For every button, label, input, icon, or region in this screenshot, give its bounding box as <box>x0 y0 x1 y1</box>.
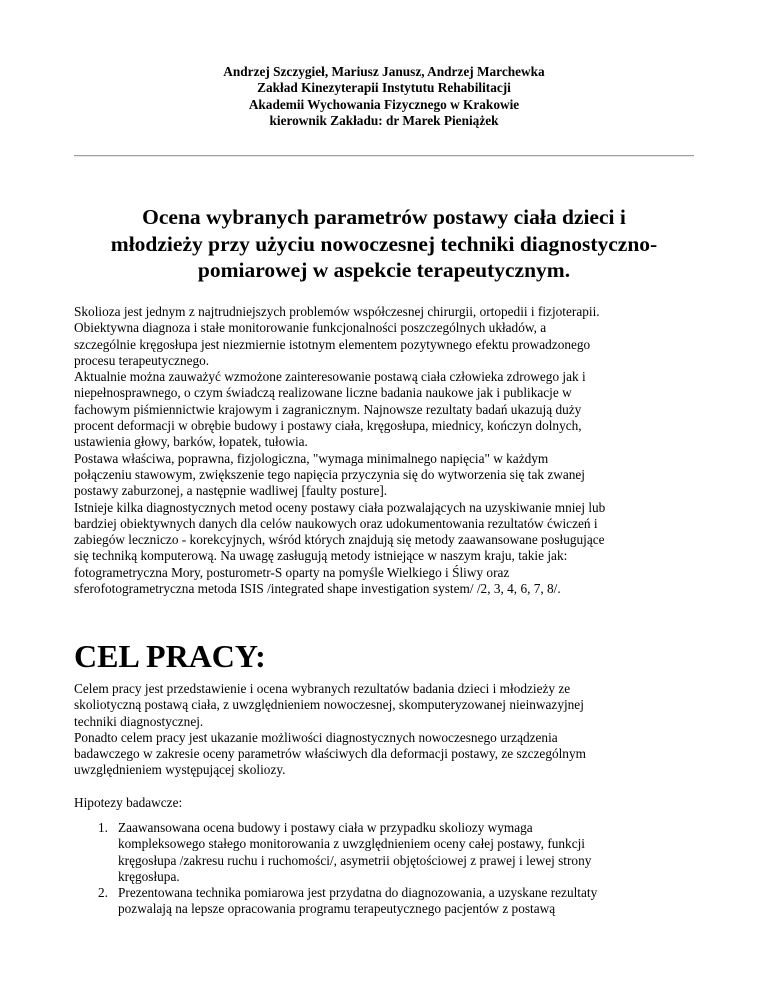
text-line: Obiektywna diagnoza i stałe monitorowanie funkcjonalności poszczególnych układów, a <box>74 320 547 336</box>
text-line: badawczego w zakresie oceny parametrów właściwych dla deformacji postawy, ze szczególnym <box>74 746 586 762</box>
head-of-department-line: kierownik Zakładu: dr Marek Pieniążek <box>269 112 499 128</box>
text-line: skoliotyczną postawą ciała, z uwzględnieniem nowoczesnej, skomputeryzowanej nieinwazyjnej <box>74 697 584 713</box>
paper-title <box>74 204 694 284</box>
title-line: młodzieży przy użyciu nowoczesnej techniki diagnostyczno- <box>110 231 658 256</box>
text-line: procesu terapeutycznego. <box>74 352 210 368</box>
academy-line: Akademii Wychowania Fizycznego w Krakowie <box>248 96 520 112</box>
text-line: się techniką komputerową. Na uwagę zasługują metody istniejące w naszym kraju, takie jak: <box>74 548 568 564</box>
list-item-number: 1. <box>98 820 108 835</box>
text-line: procent deformacji w obrębie budowy i postawy ciała, kręgosłupa, miednicy, kończyn dolnych, <box>74 418 582 434</box>
text-line: techniki diagnostycznej. <box>74 713 204 729</box>
text-line: sferofotogrametryczna metoda ISIS /integrated shape investigation system/ /2, 3, 4, 6, 7, 8/. <box>74 581 561 597</box>
text-line: zabiegów leczniczo - korekcyjnych, wśród których znajdują się metody zaawansowane posługujące <box>74 532 605 548</box>
introduction-paragraph <box>74 304 704 597</box>
text-line: Postawa właściwa, poprawna, fizjologiczna, "wymaga minimalnego napięcia" w każdym <box>74 450 549 466</box>
title-line: pomiarowej w aspekcie terapeutycznym. <box>197 258 571 282</box>
text-line: kompleksowego stałego monitorowania z uwzględnieniem oceny całej postawy, funkcji <box>118 836 585 852</box>
authors-block <box>74 64 694 129</box>
text-line: uwzględnieniem występującej skoliozy. <box>74 762 286 778</box>
text-line: Zaawansowana ocena budowy i postawy ciała w przypadku skoliozy wymaga <box>118 820 533 835</box>
aim-paragraph <box>74 681 704 779</box>
list-item-number: 2. <box>98 885 108 901</box>
text-line: połączeniu stawowym, zwiększenie tego napięcia przyczynia się do wytworzenia się tak zwanej <box>74 466 585 482</box>
horizontal-divider <box>74 155 694 157</box>
text-line: pozwalają na lepsze opracowania programu terapeutycznego pacjentów z postawą <box>118 901 556 917</box>
hypotheses-list <box>74 820 704 918</box>
hypotheses-label: Hipotezy badawcze: <box>74 795 183 810</box>
text-line: bardziej obiektywnych danych dla celów naukowych oraz udokumentowania rezultatów ćwiczeń i <box>74 515 598 531</box>
list-item <box>74 885 704 918</box>
text-line: Aktualnie można zauważyć wzmożone zainteresowanie postawą ciała człowieka zdrowego jak i <box>74 369 586 385</box>
text-line: kręgosłupa. <box>118 868 180 884</box>
list-item <box>74 820 704 885</box>
text-line: szczególnie kręgosłupa jest niezmiernie istotnym elementem pozytywnego efektu prowadzonego <box>74 336 591 352</box>
text-line: Celem pracy jest przedstawienie i ocena wybranych rezultatów badania dzieci i młodzieży ze <box>74 681 571 696</box>
text-line: ustawienia głowy, barków, łopatek, tułowia. <box>74 434 308 450</box>
text-line: fotogrametryczna Mory, posturometr-S oparty na pomyśle Wielkiego i Śliwy oraz <box>74 564 510 580</box>
text-line: Ponadto celem pracy jest ukazanie możliwości diagnostycznych nowoczesnego urządzenia <box>74 729 558 745</box>
aim-heading: CEL PRACY: <box>74 638 266 674</box>
text-line: Skolioza jest jednym z najtrudniejszych problemów współczesnej chirurgii, ortopedii i fizjoterapii. <box>74 304 600 319</box>
text-line: kręgosłupa /zakresu ruchu i ruchomości/, asymetrii objętościowej z prawej i lewej strony <box>118 852 592 868</box>
title-line: Ocena wybranych parametrów postawy ciała dzieci i <box>142 205 626 229</box>
text-line: Istnieje kilka diagnostycznych metod oceny postawy ciała pozwalających na uzyskiwanie mniej lub <box>74 499 606 515</box>
text-line: fachowym piśmiennictwie krajowym i zagranicznym. Najnowsze rezultaty badań ukazują duży <box>74 401 582 417</box>
text-line: niepełnosprawnego, o czym świadczą realizowane liczne badania naukowe jak i publikacje w <box>74 385 572 401</box>
text-line: postawy zaburzonej, a następnie wadliwej [faulty posture]. <box>74 483 388 499</box>
department-line: Zakład Kinezyterapii Instytutu Rehabilitacji <box>257 80 511 96</box>
authors-line: Andrzej Szczygieł, Mariusz Janusz, Andrzej Marchewka <box>223 64 545 79</box>
text-line: Prezentowana technika pomiarowa jest przydatna do diagnozowania, a uzyskane rezultaty <box>118 885 598 901</box>
